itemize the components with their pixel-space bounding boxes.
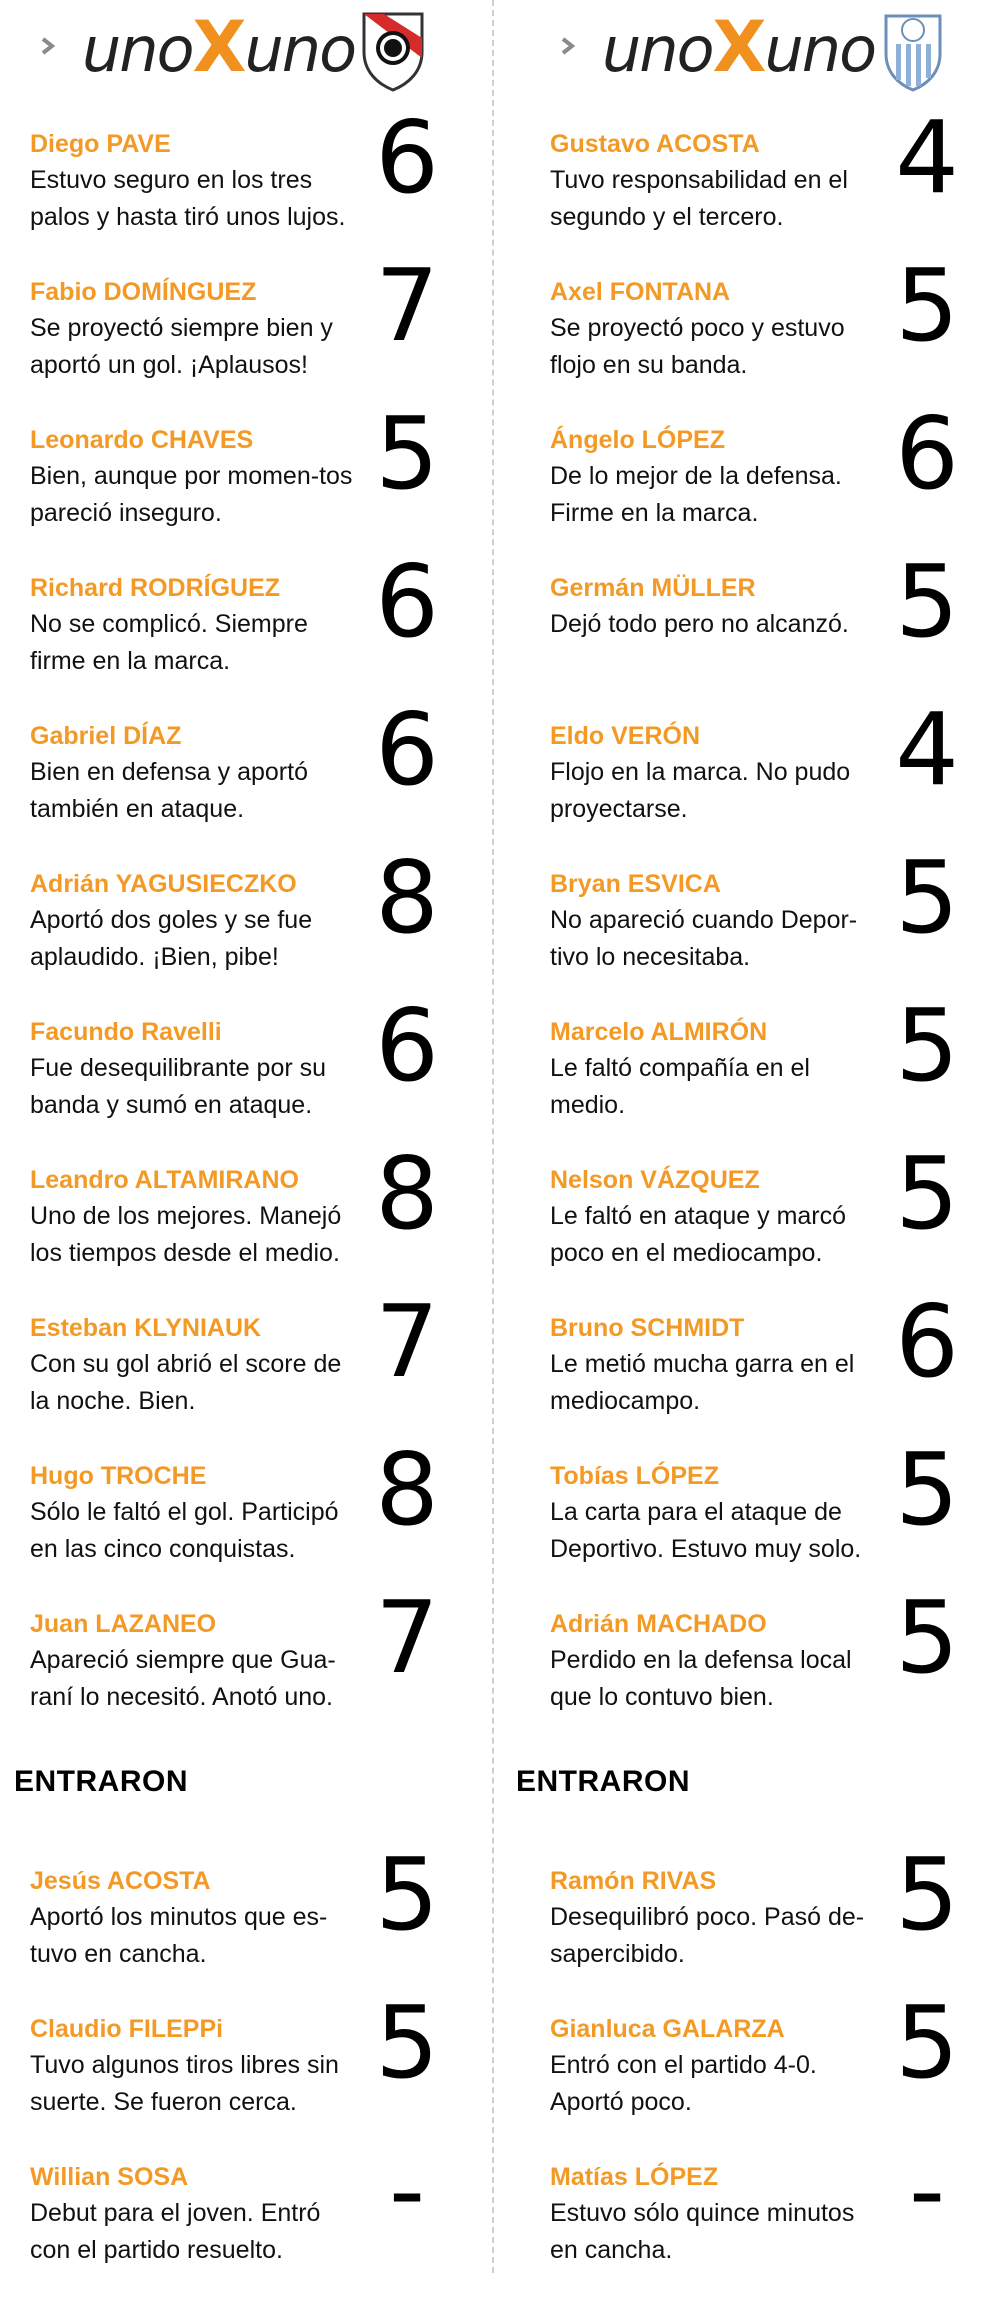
- player-score: 5: [895, 839, 959, 956]
- player-name: Leonardo CHAVES: [30, 426, 254, 454]
- column-divider: [492, 0, 494, 2273]
- player-score: 6: [375, 691, 439, 808]
- player-comment: Tuvo responsabilidad en el segundo y el tercero.: [550, 166, 848, 231]
- player-comment: Perdido en la defensa local que lo contuvo bien.: [550, 1646, 852, 1711]
- player-score: 5: [895, 1984, 959, 2101]
- player-row: [0, 2132, 480, 2309]
- away-subs-list: [520, 1836, 1000, 2309]
- player-comment: Estuvo seguro en los tres palos y hasta tiró unos lujos.: [30, 166, 346, 231]
- player-name: Axel FONTANA: [550, 278, 731, 306]
- player-comment: Le metió mucha garra en el mediocampo.: [550, 1350, 855, 1415]
- player-score: 8: [375, 839, 439, 956]
- player-name: Willian SOSA: [30, 2163, 189, 2191]
- player-score: 4: [895, 99, 959, 216]
- player-name: Gianluca GALARZA: [550, 2015, 785, 2043]
- player-name: Claudio FILEPPi: [30, 2015, 224, 2043]
- player-score: 5: [895, 987, 959, 1104]
- unoxuno-logo: unoXuno: [82, 6, 356, 88]
- player-name: Richard RODRÍGUEZ: [30, 574, 281, 602]
- player-row: [520, 2132, 1000, 2309]
- player-score: 4: [895, 691, 959, 808]
- player-comment: Le faltó compañía en el medio.: [550, 1054, 810, 1119]
- player-name: Ramón RIVAS: [550, 1867, 717, 1895]
- home-column: [0, 0, 480, 2264]
- home-subs-title: ENTRARON: [14, 1765, 188, 1798]
- player-name: Leandro ALTAMIRANO: [30, 1166, 299, 1194]
- player-name: Adrián YAGUSIECZKO: [30, 870, 297, 898]
- player-score: 5: [895, 1431, 959, 1548]
- player-comment: Entró con el partido 4-0. Aportó poco.: [550, 2051, 817, 2116]
- home-header: [0, 0, 480, 110]
- player-score: 6: [375, 99, 439, 216]
- home-crest-icon: [358, 8, 428, 92]
- away-column: [516, 0, 1000, 2264]
- player-name: Adrián MACHADO: [550, 1610, 767, 1638]
- player-name: Gabriel DÍAZ: [30, 722, 182, 750]
- player-comment: Fue desequilibrante por su banda y sumó en ataque.: [30, 1054, 327, 1119]
- player-score: 5: [375, 1836, 439, 1953]
- player-comment: Sólo le faltó el gol. Participó en las cinco conquistas.: [30, 1498, 339, 1563]
- player-name: Gustavo ACOSTA: [550, 130, 760, 158]
- player-score: 7: [375, 1283, 439, 1400]
- player-name: Bryan ESVICA: [550, 870, 721, 898]
- player-score: 6: [895, 395, 959, 512]
- player-score: 5: [375, 1984, 439, 2101]
- away-subs-title: ENTRARON: [516, 1765, 690, 1798]
- unoxuno-logo: unoXuno: [602, 6, 876, 88]
- player-row: [0, 1579, 480, 1756]
- away-header: [520, 0, 1000, 110]
- player-comment: No se complicó. Siempre firme en la marca.: [30, 610, 308, 675]
- player-comment: De lo mejor de la defensa. Firme en la marca.: [550, 462, 842, 527]
- player-score: 5: [895, 543, 959, 660]
- player-name: Jesús ACOSTA: [30, 1867, 211, 1895]
- player-comment: No apareció cuando Depor-tivo lo necesitaba.: [550, 906, 858, 971]
- player-score: 8: [375, 1431, 439, 1548]
- player-name: Matías LÓPEZ: [550, 2163, 719, 2191]
- player-score: 5: [895, 247, 959, 364]
- player-comment: Apareció siempre que Gua-raní lo necesitó. Anotó uno.: [30, 1646, 336, 1711]
- player-name: Esteban KLYNIAUK: [30, 1314, 262, 1342]
- player-score: 6: [375, 987, 439, 1104]
- player-comment: Se proyectó poco y estuvo flojo en su banda.: [550, 314, 845, 379]
- player-comment: La carta para el ataque de Deportivo. Estuvo muy solo.: [550, 1498, 862, 1563]
- player-comment: Debut para el joven. Entró con el partido resuelto.: [30, 2199, 321, 2264]
- player-name: Germán MÜLLER: [550, 574, 756, 602]
- player-name: Marcelo ALMIRÓN: [550, 1018, 768, 1046]
- chevron-right-icon: [38, 36, 58, 56]
- player-score: -: [388, 2132, 426, 2249]
- player-score: 6: [895, 1283, 959, 1400]
- player-comment: Flojo en la marca. No pudo proyectarse.: [550, 758, 851, 823]
- player-comment: Aportó los minutos que es-tuvo en cancha.: [30, 1903, 328, 1968]
- player-name: Facundo Ravelli: [30, 1018, 222, 1046]
- player-name: Tobías LÓPEZ: [550, 1462, 719, 1490]
- player-row: [520, 1579, 1000, 1756]
- player-name: Eldo VERÓN: [550, 722, 701, 750]
- player-name: Hugo TROCHE: [30, 1462, 207, 1490]
- player-score: 7: [375, 247, 439, 364]
- player-comment: Bien, aunque por momen-tos pareció inseguro.: [30, 462, 353, 527]
- player-name: Diego PAVE: [30, 130, 171, 158]
- away-player-list: [520, 99, 1000, 1756]
- player-score: -: [908, 2132, 946, 2249]
- player-score: 5: [895, 1579, 959, 1696]
- player-name: Bruno SCHMIDT: [550, 1314, 745, 1342]
- player-comment: Dejó todo pero no alcanzó.: [550, 610, 849, 638]
- player-comment: Uno de los mejores. Manejó los tiempos desde el medio.: [30, 1202, 342, 1267]
- player-score: 5: [895, 1135, 959, 1252]
- home-player-list: [0, 99, 480, 1756]
- player-score: 6: [375, 543, 439, 660]
- player-score: 8: [375, 1135, 439, 1252]
- player-comment: Se proyectó siempre bien y aportó un gol. ¡Aplausos!: [30, 314, 333, 379]
- home-subs-list: [0, 1836, 480, 2309]
- player-name: Nelson VÁZQUEZ: [550, 1166, 760, 1194]
- player-comment: Bien en defensa y aportó también en ataque.: [30, 758, 308, 823]
- player-comment: Estuvo sólo quince minutos en cancha.: [550, 2199, 855, 2264]
- player-name: Fabio DOMÍNGUEZ: [30, 278, 257, 306]
- player-comment: Desequilibró poco. Pasó de-sapercibido.: [550, 1903, 865, 1968]
- player-name: Ángelo LÓPEZ: [550, 426, 725, 454]
- away-crest-icon: [878, 8, 948, 92]
- player-comment: Le faltó en ataque y marcó poco en el mediocampo.: [550, 1202, 847, 1267]
- player-comment: Aportó dos goles y se fue aplaudido. ¡Bien, pibe!: [30, 906, 313, 971]
- chevron-right-icon: [558, 36, 578, 56]
- player-score: 5: [895, 1836, 959, 1953]
- player-name: Juan LAZANEO: [30, 1610, 217, 1638]
- player-score: 5: [375, 395, 439, 512]
- player-comment: Tuvo algunos tiros libres sin suerte. Se fueron cerca.: [30, 2051, 339, 2116]
- player-score: 7: [375, 1579, 439, 1696]
- player-comment: Con su gol abrió el score de la noche. Bien.: [30, 1350, 342, 1415]
